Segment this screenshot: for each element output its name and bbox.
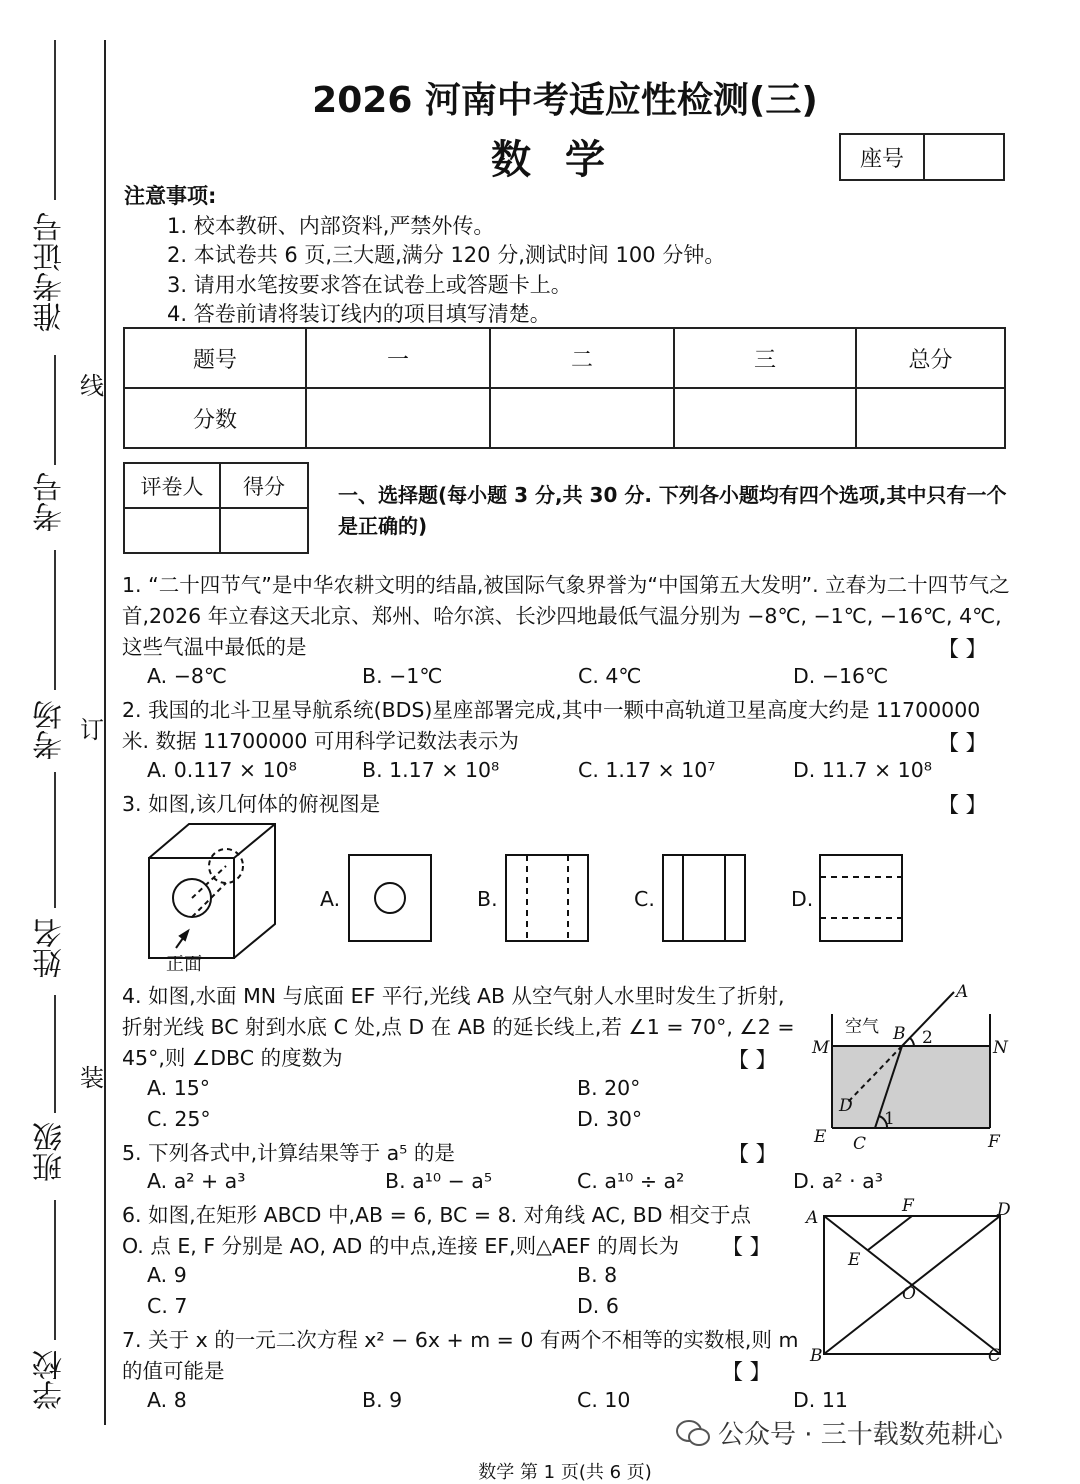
point-label: F — [902, 1196, 914, 1216]
field-label-exam-id: 准考证号 — [33, 212, 68, 332]
answer-bracket[interactable]: 【 】 — [938, 731, 987, 755]
point-label: A — [806, 1208, 819, 1228]
q2-option-a[interactable]: A. 0.117 × 10⁸ — [147, 758, 297, 782]
fill-line-name — [54, 772, 56, 908]
point-label: M — [812, 1038, 830, 1058]
q7-option-d[interactable]: D. 11 — [793, 1388, 848, 1412]
q2-option-b[interactable]: B. 1.17 × 10⁸ — [362, 758, 500, 782]
q4-option-b[interactable]: B. 20° — [577, 1076, 641, 1100]
notice-heading: 注意事项: — [124, 184, 217, 208]
point-label: A — [956, 982, 969, 1002]
q1-option-d[interactable]: D. −16℃ — [793, 664, 889, 688]
bind-char-xian: 线 — [80, 372, 104, 400]
grader-cell[interactable] — [220, 508, 308, 553]
question-2-stem: 2. 我国的北斗卫星导航系统(BDS)星座部署完成,其中一颗中高轨道卫星高度大约是 11700000 米. 数据 11700000 可用科学记数法表示为 — [122, 698, 981, 753]
seat-number-label: 座号 — [841, 135, 925, 179]
q1-option-c[interactable]: C. 4℃ — [578, 664, 642, 688]
option-c-figure — [663, 855, 745, 941]
grader-table — [123, 462, 309, 554]
q7-option-a[interactable]: A. 8 — [147, 1388, 187, 1412]
answer-bracket[interactable]: 【 】 — [728, 1048, 777, 1072]
subject-title: 数学 — [491, 137, 639, 183]
q6-option-a[interactable]: A. 9 — [147, 1263, 187, 1287]
watermark — [676, 1414, 1003, 1451]
fill-line-school — [54, 1200, 56, 1340]
q3-figures — [140, 818, 1020, 978]
score-table-header: 三 — [674, 328, 856, 388]
fill-line-exam-room — [54, 550, 56, 690]
fill-line-exam-number — [54, 355, 56, 465]
question-3-stem: 3. 如图,该几何体的俯视图是 — [122, 792, 381, 816]
q5-option-c[interactable]: C. a¹⁰ ÷ a² — [577, 1169, 685, 1193]
score-cell[interactable] — [306, 388, 490, 448]
q1-option-a[interactable]: A. −8℃ — [147, 664, 227, 688]
section-heading: 一、选择题(每小题 3 分,共 30 分. 下列各小题均有四个选项,其中只有一个是正确的) — [338, 483, 1007, 538]
q4-option-d[interactable]: D. 30° — [577, 1107, 643, 1131]
q4-option-a[interactable]: A. 15° — [147, 1076, 211, 1100]
notice-item: 4. 答卷前请将装订线内的项目填写清楚。 — [167, 302, 551, 326]
q2-option-d[interactable]: D. 11.7 × 10⁸ — [793, 758, 932, 782]
point-label: F — [988, 1132, 1000, 1152]
point-label: D — [839, 1096, 853, 1116]
option-b-figure — [506, 855, 588, 941]
seat-number-box[interactable] — [839, 133, 1005, 181]
binding-line — [104, 40, 106, 1425]
air-label: 空气 — [845, 1017, 879, 1037]
score-cell[interactable] — [674, 388, 856, 448]
exam-title: 2026 河南中考适应性检测(三) — [312, 80, 818, 121]
score-table — [123, 327, 1006, 449]
q3-option-a[interactable]: A. — [320, 887, 341, 911]
field-label-exam-room: 考场 — [33, 700, 68, 760]
point-label: C — [988, 1346, 1002, 1366]
point-label: B — [810, 1346, 823, 1366]
field-label-name: 姓名 — [33, 918, 68, 978]
grader-cell[interactable] — [124, 508, 220, 553]
watermark-text: 公众号 · 三十载数苑耕心 — [718, 1420, 1003, 1450]
water-region — [832, 1046, 990, 1128]
option-d-figure — [820, 855, 902, 941]
wechat-icon — [676, 1419, 710, 1447]
q3-option-d[interactable]: D. — [791, 887, 814, 911]
q7-option-c[interactable]: C. 10 — [577, 1388, 631, 1412]
point-label: E — [814, 1127, 827, 1147]
score-row-label: 分数 — [124, 388, 306, 448]
bind-char-ding: 订 — [80, 716, 104, 744]
q4-refraction-figure — [808, 978, 1028, 1153]
point-label: O — [902, 1284, 916, 1304]
question-6-stem: 6. 如图,在矩形 ABCD 中,AB = 6, BC = 8. 对角线 AC, BD 相交于点 O. 点 E, F 分别是 AO, AD 的中点,连接 EF,则△AEF 的周长为 — [122, 1203, 752, 1258]
q6-option-d[interactable]: D. 6 — [577, 1294, 619, 1318]
score-cell[interactable] — [490, 388, 674, 448]
question-1-stem: 1. “二十四节气”是中华农耕文明的结晶,被国际气象界誉为“中国第五大发明”. 立春为二十四节气之首,2026 年立春这天北京、郑州、哈尔滨、长沙四地最低气温分别为 −8℃, −1℃, −16℃, 4℃,这些气温中最低的是 — [122, 573, 1010, 659]
point-label: B — [893, 1024, 906, 1044]
q1-option-b[interactable]: B. −1℃ — [362, 664, 443, 688]
question-5-stem: 5. 下列各式中,计算结果等于 a⁵ 的是 — [122, 1141, 455, 1165]
question-4-stem: 4. 如图,水面 MN 与底面 EF 平行,光线 AB 从空气射人水里时发生了折射,折射光线 BC 射到水底 C 处,点 D 在 AB 的延长线上,若 ∠1 = 70°, ∠2 = 45°,则 ∠DBC 的度数为 — [122, 984, 795, 1070]
notice-item: 3. 请用水笔按要求答在试卷上或答题卡上。 — [167, 272, 572, 297]
point-label: C — [853, 1134, 867, 1154]
answer-bracket[interactable]: 【 】 — [722, 1360, 771, 1384]
seat-number-field[interactable] — [925, 135, 1003, 179]
grader-header: 评卷人 — [124, 463, 220, 508]
score-table-header: 题号 — [124, 328, 306, 388]
answer-bracket[interactable]: 【 】 — [722, 1235, 771, 1259]
q6-option-b[interactable]: B. 8 — [577, 1263, 618, 1287]
answer-bracket[interactable]: 【 】 — [938, 637, 987, 661]
angle-label: 1 — [884, 1109, 895, 1129]
grader-header: 得分 — [220, 463, 308, 508]
score-table-header: 总分 — [856, 328, 1005, 388]
score-cell[interactable] — [856, 388, 1005, 448]
page-footer: 数学 第 1 页(共 6 页) — [478, 1462, 652, 1483]
angle-label: 2 — [922, 1028, 933, 1048]
q4-option-c[interactable]: C. 25° — [147, 1107, 211, 1131]
q5-option-d[interactable]: D. a² · a³ — [793, 1169, 883, 1193]
notice-block — [124, 182, 725, 330]
question-7-stem: 7. 关于 x 的一元二次方程 x² − 6x + m = 0 有两个不相等的实数根,则 m 的值可能是 — [122, 1328, 799, 1383]
fill-line-class — [54, 995, 56, 1113]
front-label: 正面 — [166, 954, 202, 975]
q5-option-b[interactable]: B. a¹⁰ − a⁵ — [385, 1169, 493, 1193]
q6-option-c[interactable]: C. 7 — [147, 1294, 188, 1318]
score-table-header: 一 — [306, 328, 490, 388]
q3-option-b[interactable]: B. — [477, 887, 498, 911]
q2-option-c[interactable]: C. 1.17 × 10⁷ — [578, 758, 716, 782]
q5-option-a[interactable]: A. a² + a³ — [147, 1169, 246, 1193]
q3-option-c[interactable]: C. — [634, 887, 655, 911]
notice-item: 2. 本试卷共 6 页,三大题,满分 120 分,测试时间 100 分钟。 — [167, 243, 726, 267]
answer-bracket[interactable]: 【 】 — [728, 1142, 777, 1166]
cube-figure — [149, 824, 275, 958]
option-a-figure — [349, 855, 431, 941]
point-label: D — [997, 1200, 1011, 1220]
answer-bracket[interactable]: 【 】 — [938, 793, 987, 817]
field-label-school: 学校 — [33, 1350, 68, 1410]
q7-option-b[interactable]: B. 9 — [362, 1388, 403, 1412]
point-label: E — [848, 1250, 861, 1270]
point-label: N — [993, 1038, 1008, 1058]
bind-char-zhuang: 装 — [80, 1064, 104, 1092]
field-label-exam-number: 考号 — [33, 472, 68, 532]
field-label-class: 班级 — [33, 1122, 68, 1182]
notice-item: 1. 校本教研、内部资料,严禁外传。 — [167, 213, 495, 238]
score-table-header: 二 — [490, 328, 674, 388]
